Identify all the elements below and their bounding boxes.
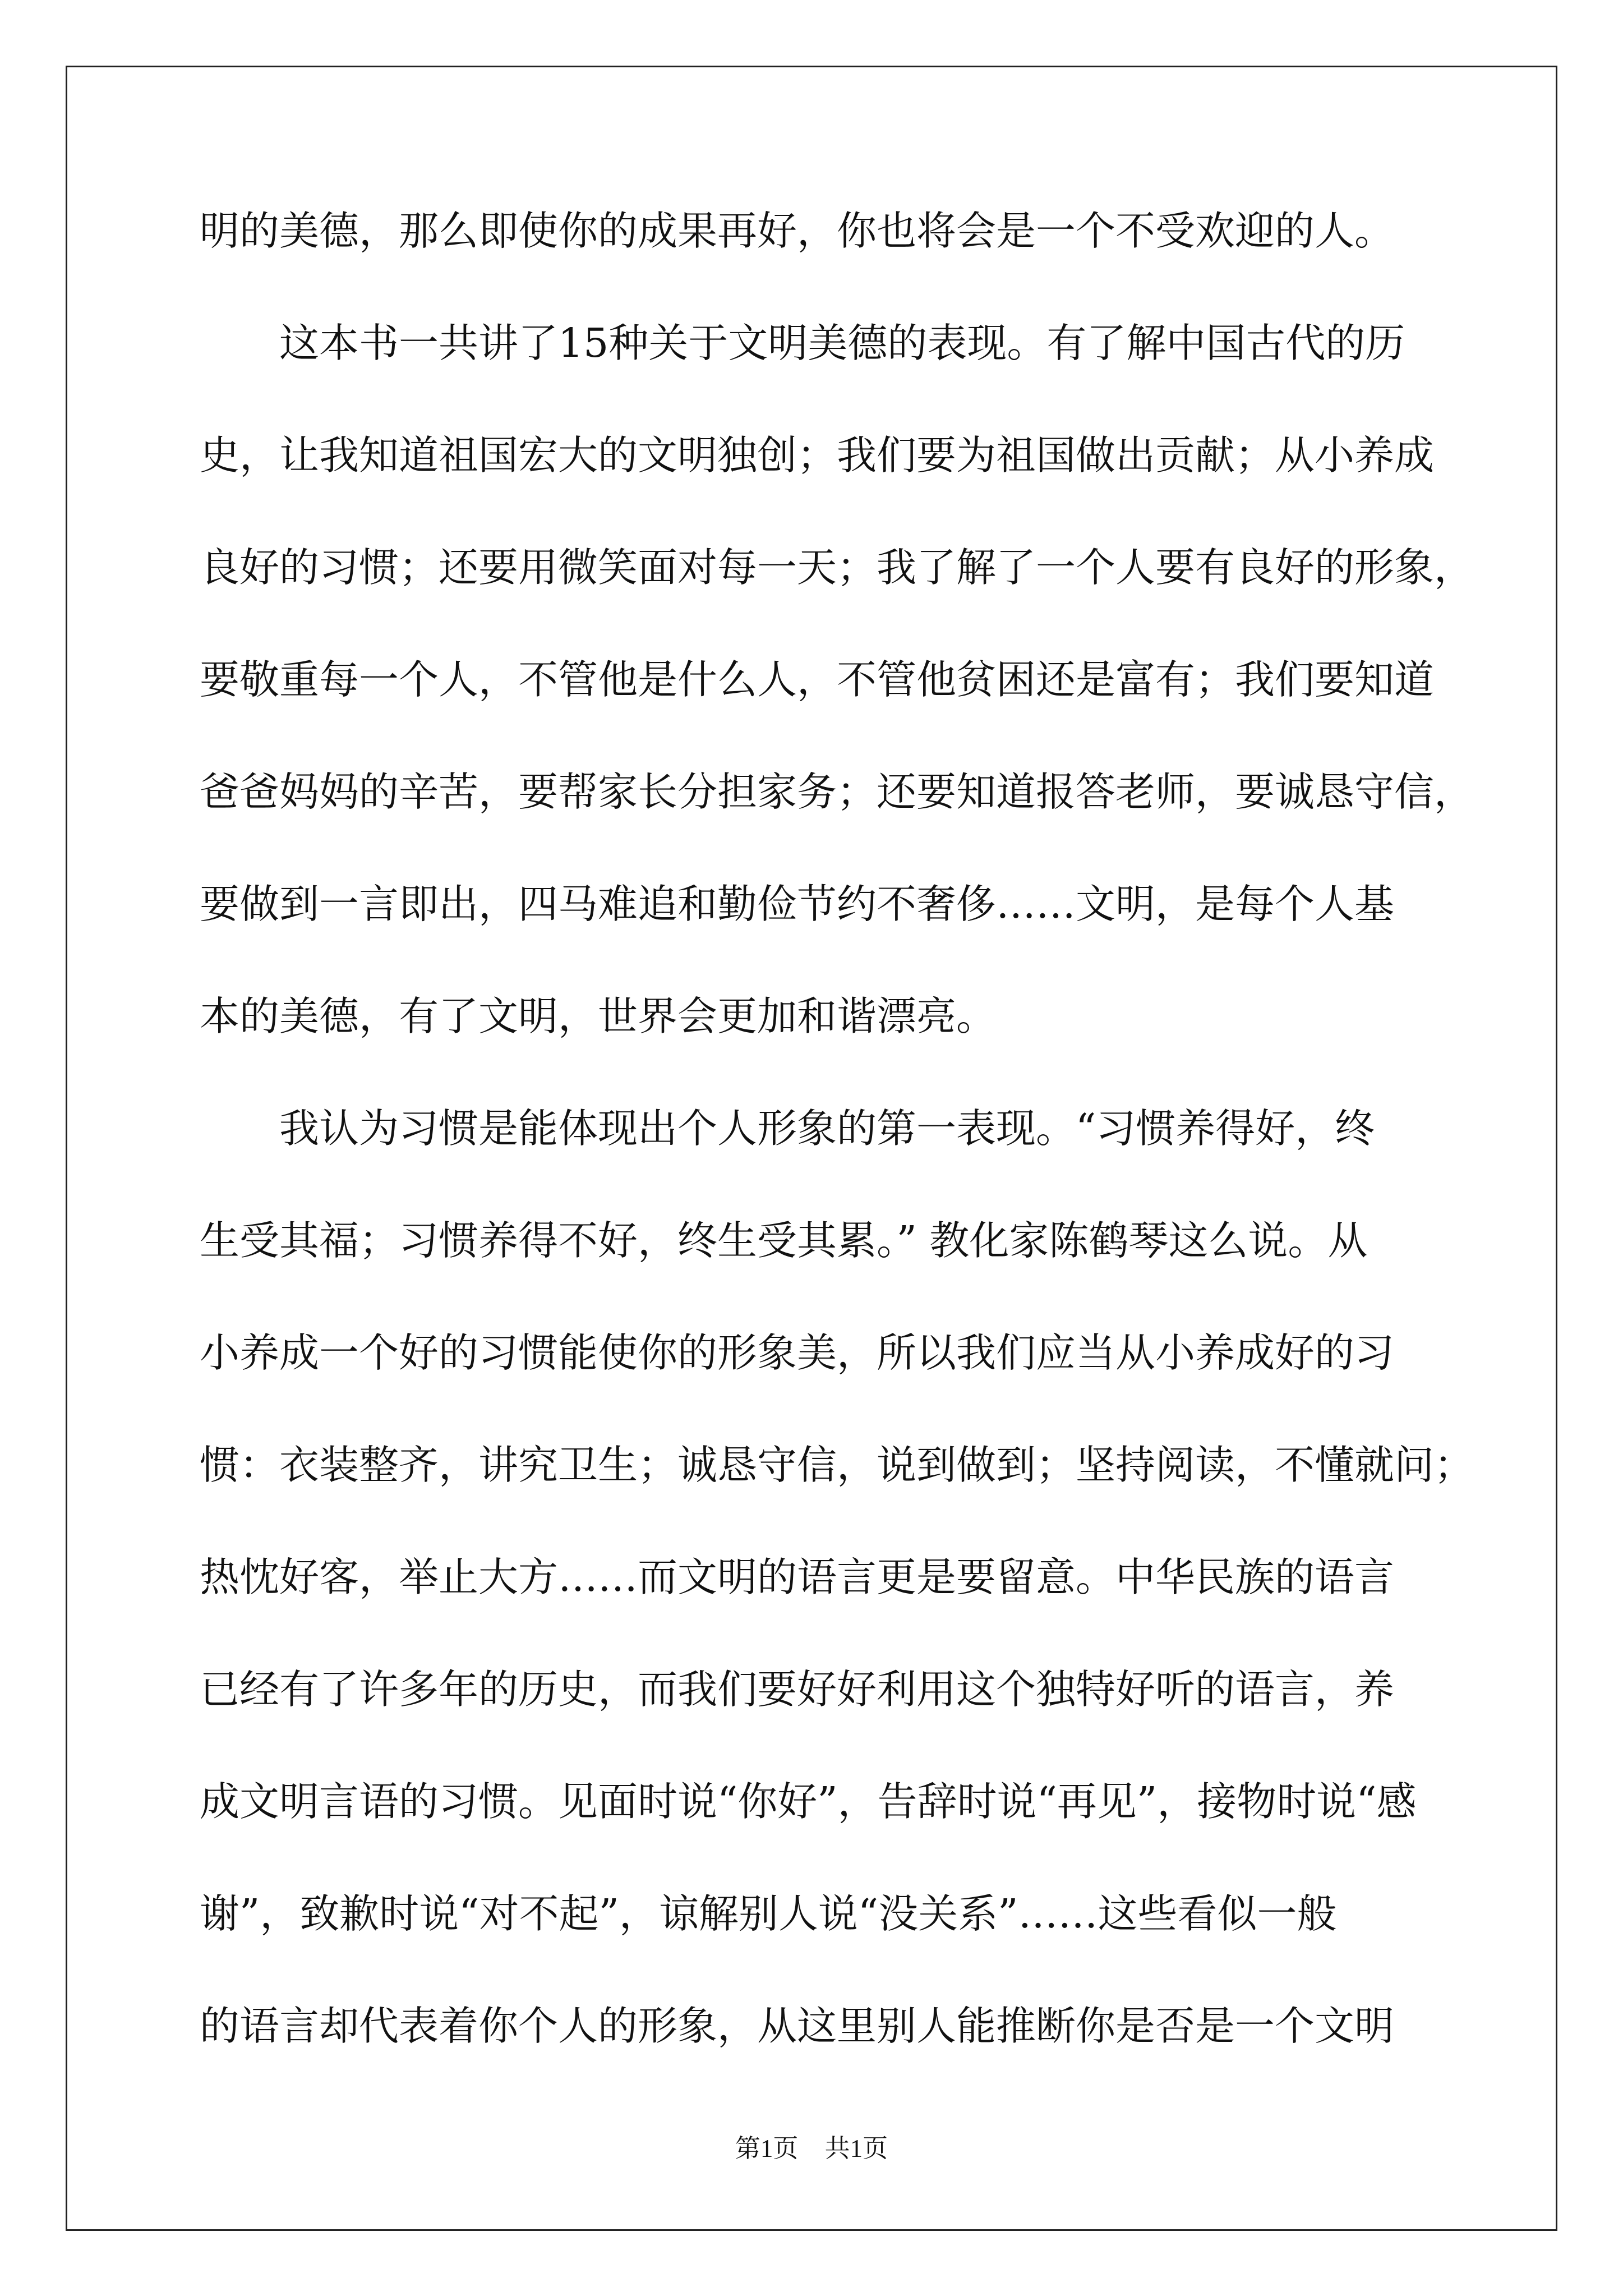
text-line-15: 成文明言语的习惯。见面时说“你好”，告辞时说“再见”，接物时说“感 bbox=[200, 1778, 1417, 1825]
text-line-1: 明的美德，那么即使你的成果再好，你也将会是一个不受欢迎的人。 bbox=[200, 208, 1395, 254]
page-number-total: 共1页 bbox=[824, 2134, 888, 2162]
text-line-12: 惯：衣装整齐，讲究卫生；诚恳守信，说到做到；坚持阅读，不懂就问； bbox=[200, 1442, 1474, 1488]
text-line-17: 的语言却代表着你个人的形象，从这里别人能推断你是否是一个文明 bbox=[200, 2003, 1395, 2049]
page-number-current: 第1页 bbox=[735, 2134, 799, 2162]
text-line-3: 史，让我知道祖国宏大的文明独创；我们要为祖国做出贡献；从小养成 bbox=[200, 432, 1435, 478]
text-line-10: 生受其福；习惯养得不好，终生受其累。” 教化家陈鹤琴这么说。从 bbox=[200, 1217, 1368, 1264]
text-line-8: 本的美德，有了文明，世界会更加和谐漂亮。 bbox=[200, 993, 997, 1039]
text-line-2: 这本书一共讲了15种关于文明美德的表现。有了解中国古代的历 bbox=[200, 320, 1405, 366]
page-footer bbox=[0, 2132, 1623, 2165]
text-line-16: 谢”，致歉时说“对不起”，谅解别人说“没关系”……这些看似一般 bbox=[200, 1890, 1337, 1937]
text-line-13: 热忱好客，举止大方……而文明的语言更是要留意。中华民族的语言 bbox=[200, 1554, 1395, 1600]
text-line-5: 要敬重每一个人，不管他是什么人，不管他贫困还是富有；我们要知道 bbox=[200, 656, 1435, 703]
text-line-14: 已经有了许多年的历史，而我们要好好利用这个独特好听的语言，养 bbox=[200, 1666, 1395, 1713]
text-line-6: 爸爸妈妈的辛苦，要帮家长分担家务；还要知道报答老师，要诚恳守信， bbox=[200, 769, 1474, 815]
text-line-4: 良好的习惯；还要用微笑面对每一天；我了解了一个人要有良好的形象， bbox=[200, 544, 1474, 591]
text-line-11: 小养成一个好的习惯能使你的形象美，所以我们应当从小养成好的习 bbox=[200, 1329, 1395, 1376]
text-line-7: 要做到一言即出，四马难追和勤俭节约不奢侈……文明，是每个人基 bbox=[200, 881, 1395, 927]
text-line-9: 我认为习惯是能体现出个人形象的第一表现。“习惯养得好，终 bbox=[200, 1105, 1375, 1152]
